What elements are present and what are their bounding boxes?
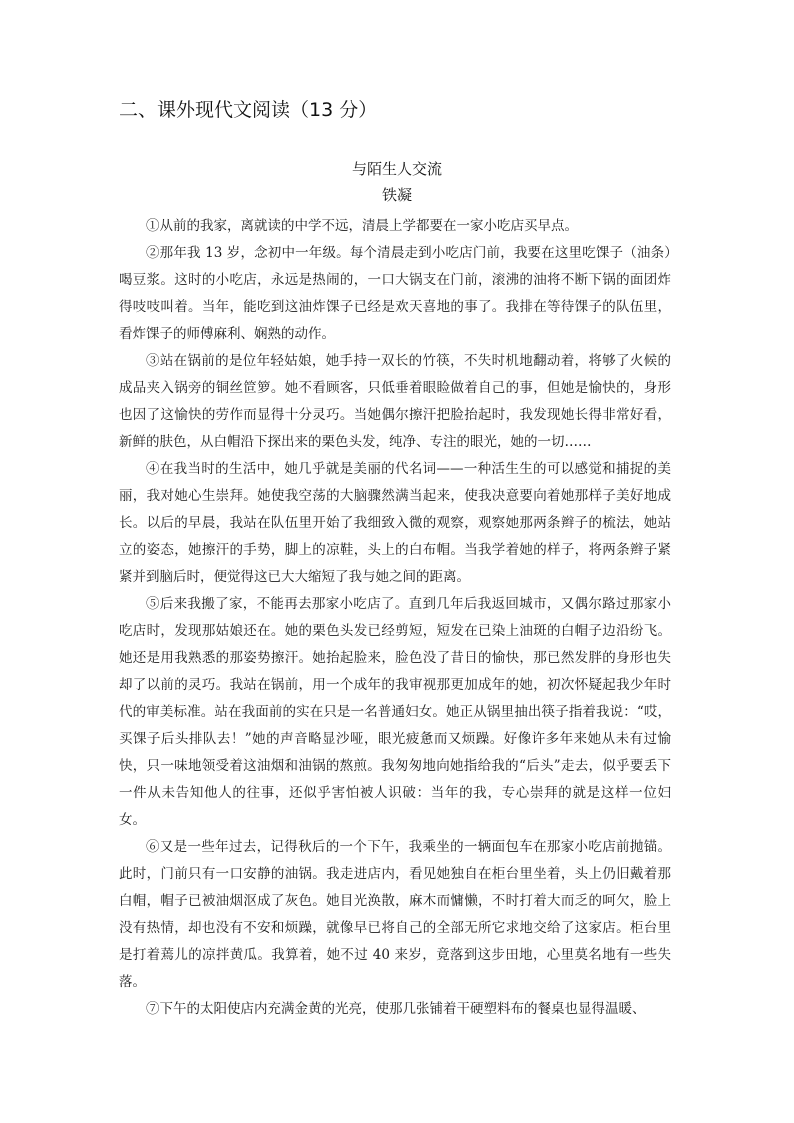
article-title: 与陌生人交流	[351, 160, 442, 178]
paragraph-1: ①从前的我家，离就读的中学不远，清晨上学都要在一家小吃店买早点。	[146, 218, 578, 234]
paragraph-5: ⑤后来我搬了家，不能再去那家小吃店了。直到几年后我返回城市，又偶尔路过那家小吃店时，发现那姑娘还在。她的栗色头发已经剪短，短发在已染上油斑的白帽子边沿纷飞。她还是用我熟悉的那姿势擦汗。她抬起脸来，脸色没了昔日的愉快，那已然发胖的身形也失却了以前的灵巧。我站在锅前，用一个成年的我审视那更加成年的她，初次怀疑起我少年时代的审美标准。站在我面前的实在只是一名普通妇女。她正从锅里抽出筷子指着我说：“哎，买馃子后头排队去！”她的声音略显沙哑，眼光疲惫而又烦躁。好像许多年来她从未有过愉快，只一味地领受着这油烟和油锅的熬煎。我匆匆地向她指给我的“后头”走去，似乎要丢下一件从未告知他人的往事，还似乎害怕被人识破：当年的我，专心崇拜的就是这样一位妇女。	[119, 596, 671, 828]
paragraph-3: ③站在锅前的是位年轻姑娘，她手持一双长的竹筷，不失时机地翻动着，将够了火候的成品夹入锅旁的铜丝笸箩。她不看顾客，只低垂着眼睑做着自己的事，但她是愉快的，身形也因了这愉快的劳作而显得十分灵巧。当她偶尔擦汗把脸抬起时，我发现她长得非常好看，新鲜的肤色，从白帽沿下探出来的栗色头发，纯净、专注的眼光，她的一切……	[119, 353, 671, 450]
paragraph-4: ④在我当时的生活中，她几乎就是美丽的代名词——一种活生生的可以感觉和捕捉的美丽，我对她心生崇拜。她使我空荡的大脑骤然满当起来，使我决意要向着她那样子美好地成长。以后的早晨，我站在队伍里开始了我细致入微的观察，观察她那两条辫子的梳法，她站立的姿态，她擦汗的手势，脚上的凉鞋，头上的白布帽。当我学着她的样子，将两条辫子紧紧并到脑后时，便觉得这已大大缩短了我与她之间的距离。	[119, 461, 671, 585]
article-body	[119, 213, 671, 1023]
paragraph-2: ②那年我 13 岁，念初中一年级。每个清晨走到小吃店门前，我要在这里吃馃子（油条）喝豆浆。这时的小吃店，永远是热闹的，一口大锅支在门前，滚沸的油将不断下锅的面团炸得吱吱叫着。当年，能吃到这油炸馃子已经是欢天喜地的事了。我排在等待馃子的队伍里，看炸馃子的师傅麻利、娴熟的动作。	[119, 245, 671, 342]
paragraph-7: ⑦下午的太阳使店内充满金黄的光亮，使那几张铺着干硬塑料布的餐桌也显得温暖、	[146, 1001, 646, 1017]
article-author: 铁凝	[381, 186, 412, 204]
paragraph-6: ⑥又是一些年过去，记得秋后的一个下午，我乘坐的一辆面包车在那家小吃店前抛锚。此时，门前只有一口安静的油锅。我走进店内，看见她独自在柜台里坐着，头上仍旧戴着那白帽，帽子已被油烟沤成了灰色。她目光涣散，麻木而慵懒，不时打着大而乏的呵欠，脸上没有热情，却也没有不安和烦躁，就像早已将自己的全部无所它求地交给了这家店。柜台里是打着蔫儿的凉拌黄瓜。我算着，她不过 40 来岁，竟落到这步田地，心里莫名地有一些失落。	[119, 839, 671, 990]
section-heading: 二、课外现代文阅读（13 分）	[119, 99, 378, 121]
